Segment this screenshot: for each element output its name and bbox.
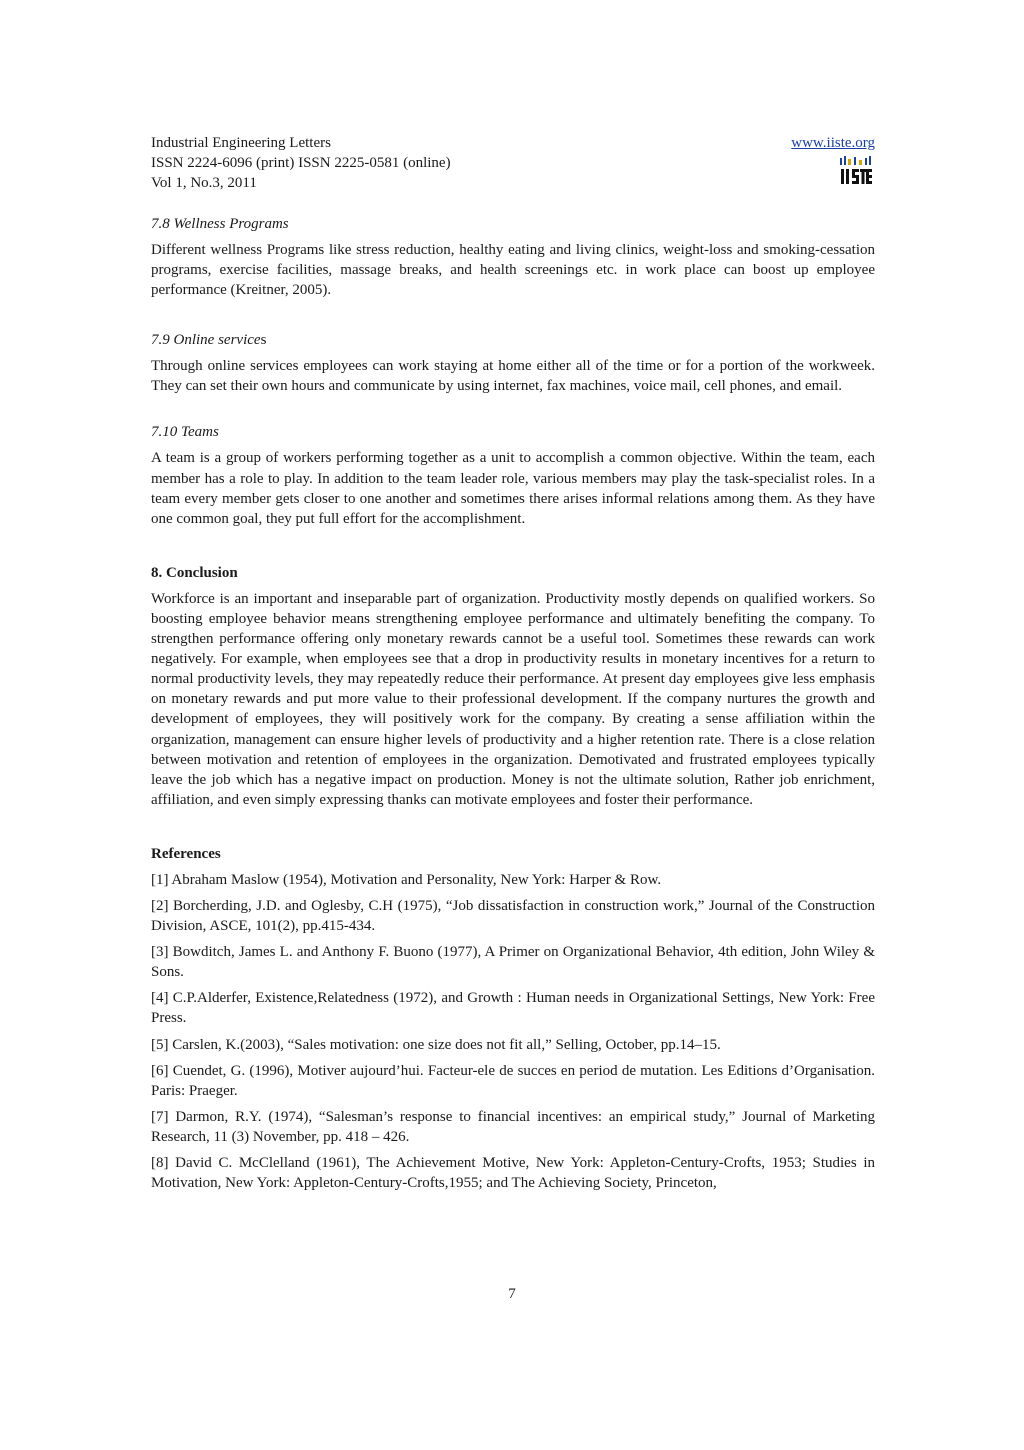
references-list bbox=[151, 870, 875, 1193]
reference-item: [4] C.P.Alderfer, Existence,Relatedness (1972), and Growth : Human needs in Organizational Settings, New York: Free Press. bbox=[151, 990, 875, 1027]
page-content bbox=[151, 133, 875, 1199]
journal-volume: Vol 1, No.3, 2011 bbox=[151, 175, 257, 191]
online-heading-tail: s bbox=[260, 332, 267, 349]
wellness-paragraph: Different wellness Programs like stress reduction, healthy eating and living clinics, weight-loss and smoking-cessation programs, exercise facilities, massage breaks, and health screenings etc. in work place can boost up employee performance (Kreitner, 2005). bbox=[151, 242, 875, 299]
online-paragraph: Through online services employees can work staying at home either all of the time or for a portion of the workweek. They can set their own hours and communicate by using internet, fax machines, voice mail, cell phones, and email. bbox=[151, 358, 875, 395]
reference-item: [2] Borcherding, J.D. and Oglesby, C.H (1975), “Job dissatisfaction in construction work,” Journal of the Construction Division, ASCE, 101(2), pp.415-434. bbox=[151, 897, 875, 935]
online-heading-main: 7.9 Online service bbox=[151, 332, 261, 349]
page-header bbox=[151, 133, 875, 197]
online-heading bbox=[151, 330, 875, 350]
journal-title: Industrial Engineering Letters bbox=[151, 135, 331, 151]
reference-item: [1] Abraham Maslow (1954), Motivation and Personality, New York: Harper & Row. bbox=[151, 871, 662, 888]
references-heading: References bbox=[151, 845, 221, 862]
wellness-heading: 7.8 Wellness Programs bbox=[151, 216, 289, 232]
reference-item: [5] Carslen, K.(2003), “Sales motivation: one size does not fit all,” Selling, October, pp.14–15. bbox=[151, 1036, 721, 1053]
teams-heading: 7.10 Teams bbox=[151, 424, 219, 441]
reference-item: [6] Cuendet, G. (1996), Motiver aujourd’hui. Facteur-ele de succes en period de mutation. Les Editions d’Organisation. Paris: Praeger. bbox=[151, 1062, 875, 1099]
journal-issn: ISSN 2224-6096 (print) ISSN 2225-0581 (online) bbox=[151, 155, 451, 171]
journal-info bbox=[151, 133, 875, 193]
reference-item: [8] David C. McClelland (1961), The Achievement Motive, New York: Appleton-Century-Crofts, 1953; Studies in Motivation, New York: Appleton-Century-Crofts,1955; and The Achieving Society, Princeton, bbox=[151, 1155, 875, 1192]
conclusion-heading: 8. Conclusion bbox=[151, 564, 238, 581]
conclusion-paragraph: Workforce is an important and inseparable part of organization. Productivity mostly depends on qualified workers. So boosting employee behavior means strengthening employee performance and ultimately benefiting the company. To strengthen performance offering only monetary rewards cannot be a useful tool. Sometimes these rewards can work negatively. For example, when employees see that a drop in productivity results in monetary incentives for a return to normal productivity levels, they may repeatedly reduce their performance. At present day employees give less emphasis on monetary rewards and put more value to their professional development. If the company nurtures the growth and development of employees, they will positively work for the company. By creating a sense affiliation within the organization, management can ensure higher levels of productivity and a higher retention rate. There is a close relation between motivation and retention of employees in the organization. Demotivated and frustrated employees typically leave the job which has a negative impact on production. Money is not the ultimate solution, Rather job enrichment, affiliation, and even simply expressing thanks can motivate employees and foster their performance. bbox=[151, 590, 875, 808]
journal-url-link[interactable]: www.iiste.org bbox=[791, 135, 875, 151]
reference-item: [7] Darmon, R.Y. (1974), “Salesman’s response to financial incentives: an empirical study,” Journal of Marketing Research, 11 (3) November, pp. 418 – 426. bbox=[151, 1108, 875, 1145]
iiste-logo-icon bbox=[839, 156, 873, 186]
reference-item: [3] Bowditch, James L. and Anthony F. Buono (1977), A Primer on Organizational Behavior, 4th edition, John Wiley & Sons. bbox=[151, 944, 875, 981]
teams-paragraph: A team is a group of workers performing together as a unit to accomplish a common objective. Within the team, each member has a role to play. In addition to the team leader role, various members may play the task-specialist roles. In a team every member gets closer to one another and sometimes there arises informal relations among them. As they have one common goal, they put full effort for the accomplishment. bbox=[151, 450, 875, 527]
page-number: 7 bbox=[508, 1286, 516, 1302]
